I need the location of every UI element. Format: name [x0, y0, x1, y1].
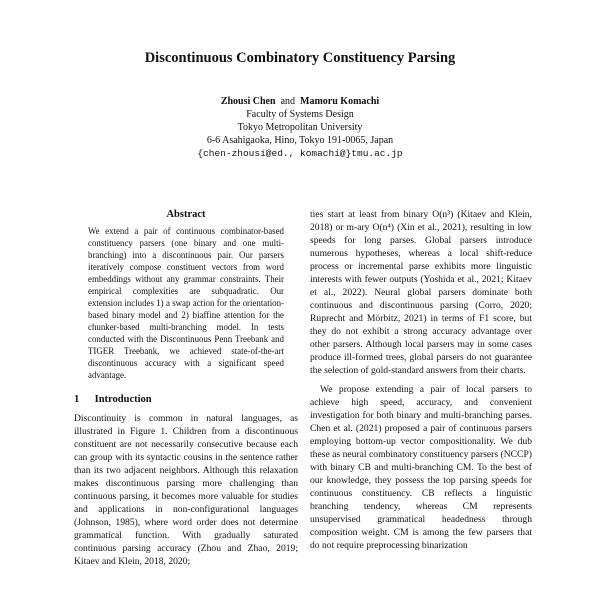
author-2: Mamoru Komachi: [300, 96, 380, 107]
abstract-text: We extend a pair of continuous combinator-based constituency parsers (one binary and one multi-branching) into a discontinuous pair. Our parsers iteratively compose constituent vectors from word embeddings without any grammar constraints. Their empirical complexities are subquadratic. Our extension includes 1) a swap action for the orientation-based binary model and 2) biaffine attention for the chunker-based multi-branching model. In tests conducted with the Discontinuous Penn Treebank and TIGER Treebank, we achieved state-of-the-art discontinuous accuracy with a significant speed advantage.: [88, 226, 284, 380]
section-title: Introduction: [94, 394, 152, 405]
author-conjunction: and: [280, 96, 296, 107]
paper-title: Discontinuous Combinatory Constituency Parsing: [144, 50, 456, 66]
affiliation-address: 6-6 Asahigaoka, Hino, Tokyo 191-0065, Japan: [206, 135, 394, 146]
left-column: [74, 208, 298, 568]
intro-paragraph-2: ties start at least from binary O(n³) (Kitaev and Klein, 2018) or m-ary O(n⁴) (Xin et al., 2021), resulting in low speeds for long parses. Global parsers introduce numerous hypotheses, whereas a local shift-reduce process or incremental parse exhibits more linguistic interests with fewer outputs (Yoshida et al., 2021; Kitaev et al., 2022). Neural global parsers dominate both continuous and discontinuous parsing (Corro, 2020; Ruprecht and Mörbitz, 2021) in terms of F1 score, but they do not exhibit a strong accuracy advantage over other parsers. Although local parsers may in some cases produce ill-formed trees, global parsers do not guarantee the selection of gold-standard answers from their charts.: [310, 209, 532, 376]
author-1: Zhousi Chen: [220, 96, 276, 107]
section-number: 1: [74, 394, 80, 405]
affiliation-univ: Tokyo Metropolitan University: [237, 122, 363, 133]
abstract-heading: Abstract: [166, 209, 206, 220]
affiliation-dept: Faculty of Systems Design: [246, 109, 354, 120]
section-heading-introduction: [74, 393, 298, 406]
right-column: [310, 208, 532, 552]
author-block: [0, 95, 600, 160]
author-names: [0, 95, 600, 108]
intro-paragraph-3: We propose extending a pair of local parsers to achieve high speed, accuracy, and convenient investigation for both binary and multi-branching parses. Chen et al. (2021) proposed a pair of continuous parsers employing bottom-up vector compositionality. We dub these as neural combinatory constituency parsers (NCCP) with binary CB and multi-branching CM. To the best of our knowledge, they possess the top parsing speeds for continuous constituency. CB reflects a linguistic branching tendency, whereas CM represents unsupervised grammatical headedness through composition weight. CM is among the few parsers that do not require preprocessing binarization: [310, 384, 532, 551]
intro-paragraph-1: Discontinuity is common in natural languages, as illustrated in Figure 1. Children from a discontinuous constituent are not necessarily consecutive because each can group with its syntactic cousins in the sentence rather than its two adjacent neighbors. Although this relaxation makes discontinuous parsing more challenging than continuous parsing, it becomes more valuable for studies and applications in non-configurational languages (Johnson, 1985), where word order does not determine grammatical function. With gradually saturated continuous parsing accuracy (Zhou and Zhao, 2019; Kitaev and Klein, 2018, 2020;: [74, 413, 298, 567]
author-email: {chen-zhousi@ed., komachi@}tmu.ac.jp: [197, 148, 403, 159]
